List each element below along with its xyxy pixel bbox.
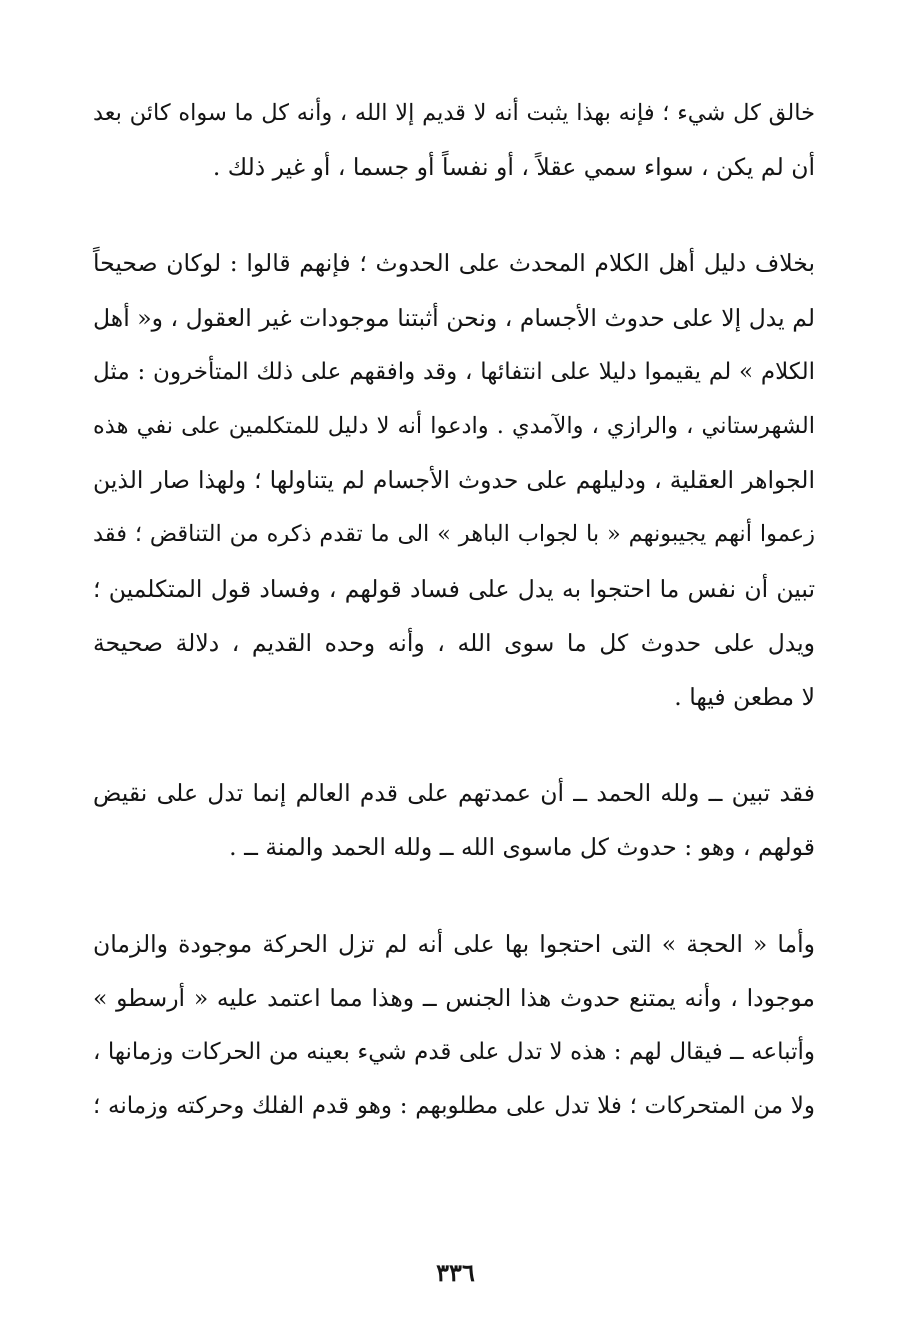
- paragraph-3: [93, 766, 815, 874]
- page-number: ٣٣٦: [436, 1258, 475, 1287]
- text-line: لا مطعن فيها .: [674, 683, 815, 712]
- text-line: ولا من المتحركات ؛ فلا تدل على مطلوبهم : وهو قدم الفلك وحركته وزمانه ؛: [93, 1093, 815, 1120]
- text-line: الشهرستاني ، والرازي ، والآمدي . وادعوا أنه لا دليل للمتكلمين على نفي هذه: [93, 413, 815, 440]
- text-line: أن لم يكن ، سواء سمي عقلاً ، أو نفساً أو جسما ، أو غير ذلك .: [212, 153, 815, 182]
- page-body: [93, 86, 815, 1133]
- text-line: زعموا أنهم يجيبونهم « با لجواب الباهر » الى ما تقدم ذكره من التناقض ؛ فقد: [93, 521, 815, 548]
- text-line: ويدل على حدوث كل ما سوى الله ، وأنه وحده القديم ، دلالة صحيحة: [93, 628, 815, 657]
- text-line: قولهم ، وهو : حدوث كل ماسوى الله ــ ولله الحمد والمنة ــ .: [229, 833, 815, 862]
- text-line: بخلاف دليل أهل الكلام المحدث على الحدوث ؛ فإنهم قالوا : لوكان صحيحاً: [93, 249, 815, 278]
- paragraph-2: [93, 236, 815, 724]
- paragraph-4: [93, 917, 815, 1134]
- text-line: لم يدل إلا على حدوث الأجسام ، ونحن أثبتنا موجودات غير العقول ، و« أهل: [93, 303, 815, 332]
- text-line: وأتباعه ــ فيقال لهم : هذه لا تدل على قدم شيء بعينه من الحركات وزمانها ،: [93, 1039, 815, 1066]
- text-line: تبين أن نفس ما احتجوا به يدل على فساد قولهم ، وفساد قول المتكلمين ؛: [93, 574, 815, 603]
- text-line: فقد تبين ــ ولله الحمد ــ أن عمدتهم على قدم العالم إنما تدل على نقيض: [93, 779, 815, 808]
- text-line: الكلام » لم يقيموا دليلا على انتفائها ، وقد وافقهم على ذلك المتأخرون : مثل: [93, 358, 815, 385]
- text-line: الجواهر العقلية ، ودليلهم على حدوث الأجسام لم يتناولها ؛ ولهذا صار الذين: [93, 466, 815, 495]
- text-line: وأما « الحجة » التى احتجوا بها على أنه لم تزل الحركة موجودة والزمان: [93, 929, 815, 958]
- text-line: خالق كل شيء ؛ فإنه بهذا يثبت أنه لا قديم إلا الله ، وأنه كل ما سواه كائن بعد: [93, 100, 815, 126]
- paragraph-1: [93, 86, 815, 194]
- text-line: موجودا ، وأنه يمتنع حدوث هذا الجنس ــ وهذا مما اعتمد عليه « أرسطو »: [93, 983, 815, 1012]
